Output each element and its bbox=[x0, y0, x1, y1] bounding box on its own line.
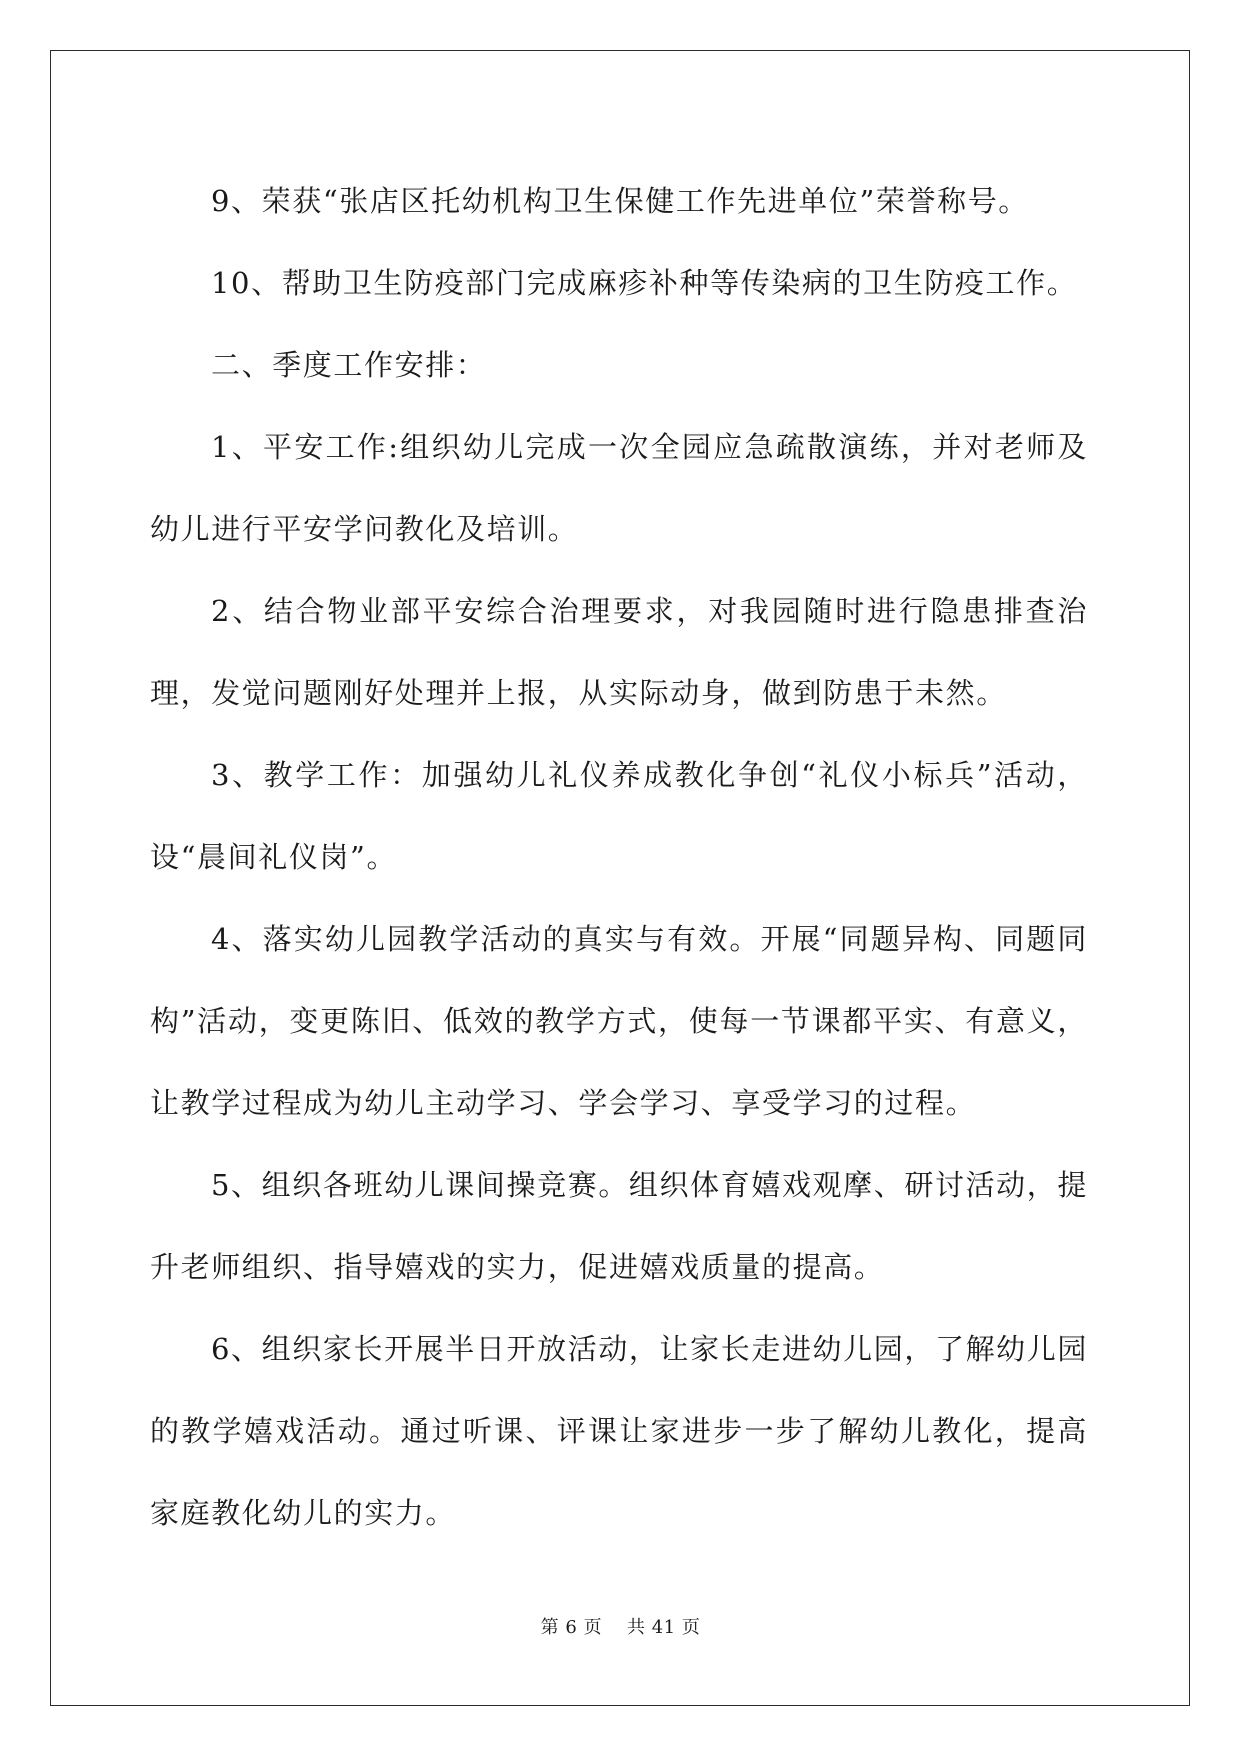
paragraph-plan-6: 6、组织家长开展半日开放活动，让家长走进幼儿园，了解幼儿园的教学嬉戏活动。通过听课、评课让家进步一步了解幼儿教化，提高家庭教化幼儿的实力。 bbox=[150, 1332, 1088, 1530]
section-heading-quarterly-plan: 二、季度工作安排： bbox=[211, 348, 487, 382]
paragraph-plan-1: 1、平安工作:组织幼儿完成一次全园应急疏散演练，并对老师及幼儿进行平安学问教化及培训。 bbox=[150, 430, 1088, 546]
page-footer bbox=[0, 1613, 1241, 1639]
page-total: 共 41 页 bbox=[626, 1617, 701, 1638]
paragraph-plan-2: 2、结合物业部平安综合治理要求，对我园随时进行隐患排查治理，发觉问题刚好处理并上报，从实际动身，做到防患于未然。 bbox=[150, 594, 1088, 710]
document-body bbox=[150, 160, 1088, 1554]
page-number: 第 6 页 bbox=[540, 1617, 603, 1638]
paragraph-item-9: 9、荣获“张店区托幼机构卫生保健工作先进单位”荣誉称号。 bbox=[211, 184, 1029, 218]
paragraph-plan-5: 5、组织各班幼儿课间操竞赛。组织体育嬉戏观摩、研讨活动，提升老师组织、指导嬉戏的实力，促进嬉戏质量的提高。 bbox=[150, 1168, 1088, 1284]
paragraph-item-10: 10、帮助卫生防疫部门完成麻疹补种等传染病的卫生防疫工作。 bbox=[211, 266, 1078, 300]
paragraph-plan-4: 4、落实幼儿园教学活动的真实与有效。开展“同题异构、同题同构”活动，变更陈旧、低效的教学方式，使每一节课都平实、有意义，让教学过程成为幼儿主动学习、学会学习、享受学习的过程。 bbox=[150, 922, 1088, 1120]
paragraph-plan-3: 3、教学工作：加强幼儿礼仪养成教化争创“礼仪小标兵”活动，设“晨间礼仪岗”。 bbox=[150, 758, 1088, 874]
